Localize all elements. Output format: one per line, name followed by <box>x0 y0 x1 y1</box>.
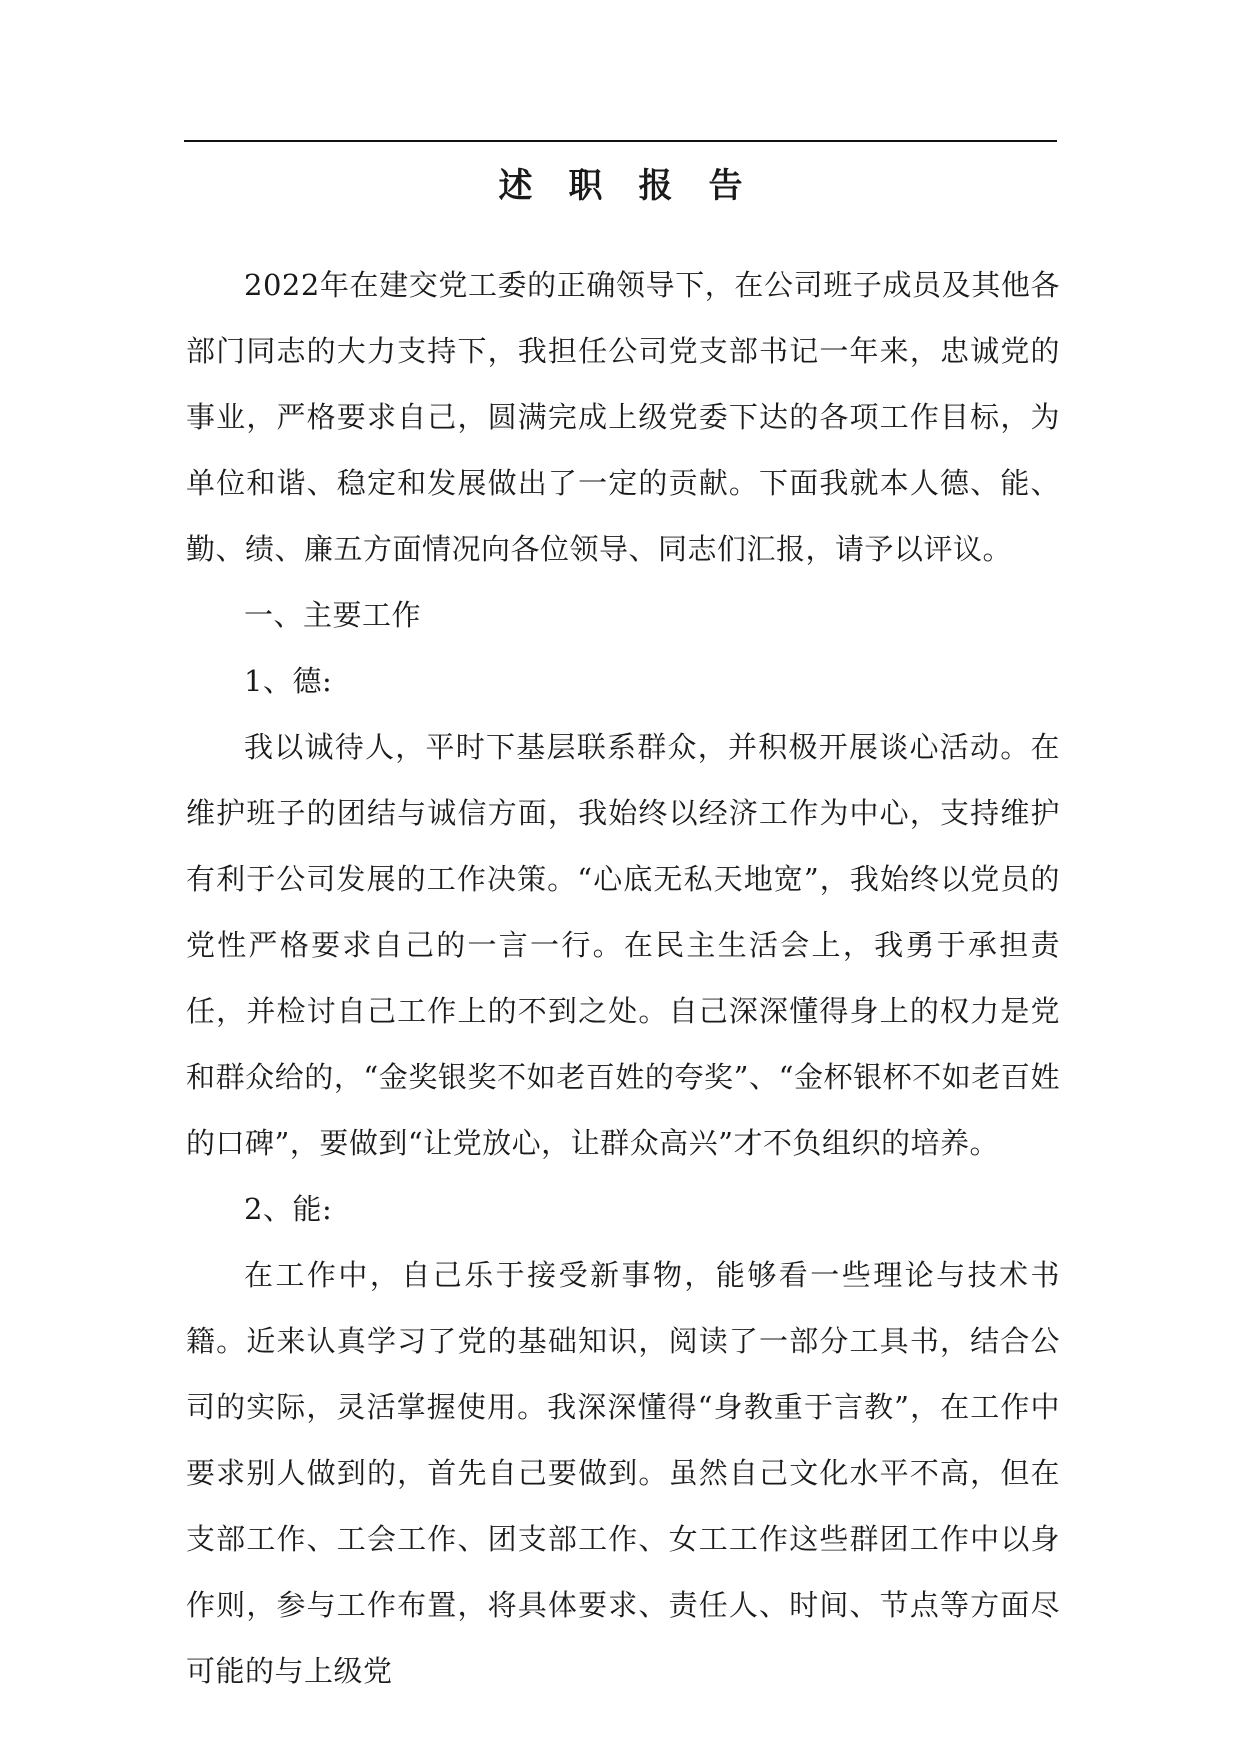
heading-main-work: 一、主要工作 <box>244 598 422 632</box>
document-body <box>186 252 1060 1704</box>
paragraph-intro: 2022年在建交党工委的正确领导下，在公司班子成员及其他各部门同志的大力支持下，我担任公司党支部书记一年来，忠诚党的事业，严格要求自己，圆满完成上级党委下达的各项工作目标，为单位和谐、稳定和发展做出了一定的贡献。下面我就本人德、能、勤、绩、廉五方面情况向各位领导、同志们汇报，请予以评议。 <box>186 268 1060 566</box>
paragraph-ability: 在工作中，自己乐于接受新事物，能够看一些理论与技术书籍。近来认真学习了党的基础知识，阅读了一部分工具书，结合公司的实际，灵活掌握使用。我深深懂得“身教重于言教”，在工作中要求别人做到的，首先自己要做到。虽然自己文化水平不高，但在支部工作、工会工作、团支部工作、女工工作这些群团工作中以身作则，参与工作布置，将具体要求、责任人、时间、节点等方面尽可能的与上级党 <box>186 1258 1060 1688</box>
paragraph-virtue: 我以诚待人，平时下基层联系群众，并积极开展谈心活动。在维护班子的团结与诚信方面，我始终以经济工作为中心，支持维护有利于公司发展的工作决策。“心底无私天地宽”，我始终以党员的党性严格要求自己的一言一行。在民主生活会上，我勇于承担责任，并检讨自己工作上的不到之处。自己深深懂得身上的权力是党和群众给的，“金奖银奖不如老百姓的夸奖”、“金杯银杯不如老百姓的口碑”，要做到“让党放心，让群众高兴”才不负组织的培养。 <box>186 730 1060 1160</box>
heading-virtue: 1、德: <box>244 664 333 698</box>
header-rule <box>184 140 1057 142</box>
document-title: 述职报告 <box>498 166 779 206</box>
heading-ability: 2、能: <box>244 1192 333 1226</box>
